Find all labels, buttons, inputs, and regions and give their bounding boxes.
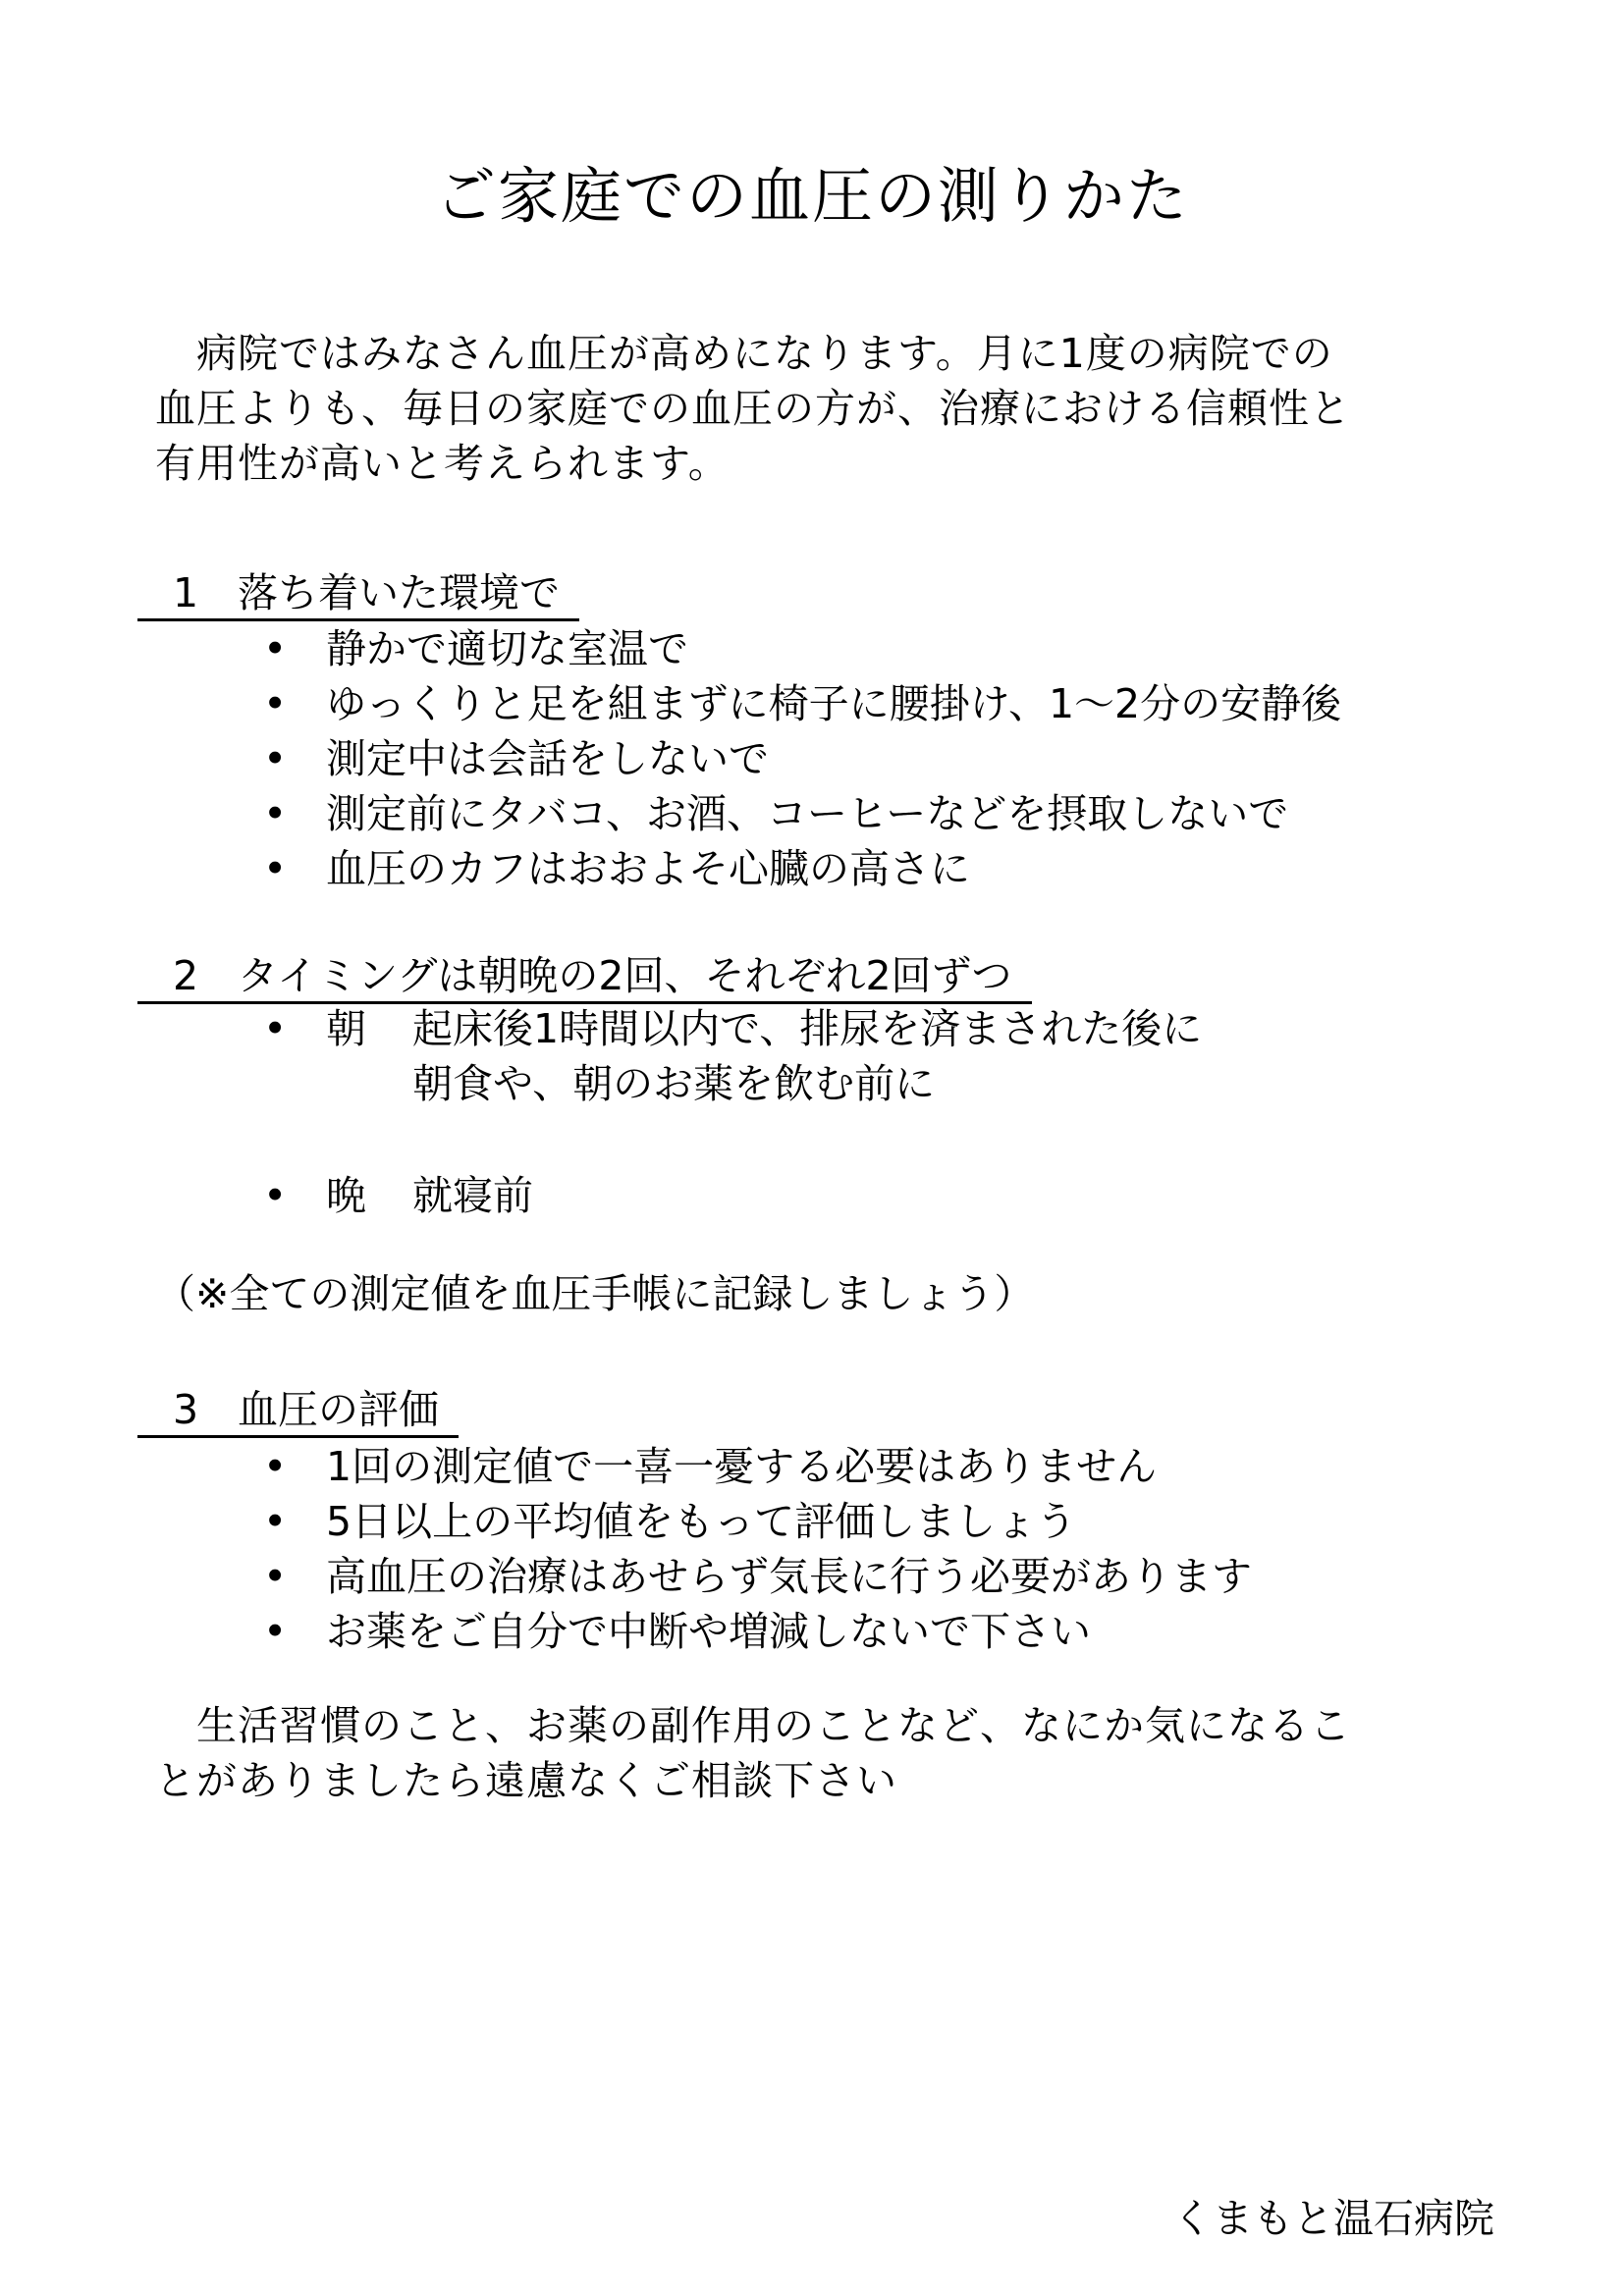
bullet-icon: • — [263, 1498, 288, 1545]
list-item-text: 1回の測定値で一喜一憂する必要はありません — [326, 1443, 1158, 1490]
section-1-list — [263, 621, 1341, 896]
list-item — [263, 731, 1341, 786]
list-item-text: 測定中は会話をしないで — [326, 735, 769, 782]
bullet-icon: • — [263, 625, 288, 672]
bullet-icon: • — [263, 1443, 288, 1490]
timing-text: 就寝前 — [412, 1172, 533, 1219]
section-number: 1 — [173, 569, 199, 616]
list-item-text: 測定前にタバコ、お酒、コーヒーなどを摂取しないで — [326, 790, 1289, 837]
bullet-icon: • — [263, 680, 288, 727]
section-title: タイミングは朝晩の2回、それぞれ2回ずつ — [238, 952, 1012, 999]
section-number: 3 — [173, 1386, 199, 1433]
list-item-text: ゆっくりと足を組まずに椅子に腰掛け、1～2分の安静後 — [326, 680, 1342, 727]
timing-text: 朝食や、朝のお薬を飲む前に — [412, 1060, 936, 1107]
record-note: （※全ての測定値を血圧手帳に記録しましょう） — [155, 1270, 1035, 1317]
timing-label: 晩 — [326, 1172, 366, 1219]
bullet-icon: • — [263, 1005, 288, 1052]
section-1-heading — [137, 567, 579, 621]
list-item — [263, 1439, 1252, 1494]
intro-line: 有用性が高いと考えられます。 — [155, 440, 730, 487]
list-item-text: 5日以上の平均値をもって評価しましょう — [326, 1498, 1077, 1545]
list-item — [263, 621, 1341, 676]
hospital-name: くまもと温石病院 — [1172, 2195, 1494, 2242]
list-item — [263, 1494, 1252, 1549]
list-item-text: お薬をご自分で中断や増減しないで下さい — [326, 1608, 1091, 1655]
list-item-text: 血圧のカフはおおよそ心臓の高さに — [326, 845, 970, 892]
bullet-icon: • — [263, 790, 288, 837]
bullet-icon: • — [263, 1608, 288, 1655]
intro-line: 血圧よりも、毎日の家庭での血圧の方が、治療における信頼性と — [155, 385, 1351, 432]
intro-paragraph — [155, 326, 1432, 491]
bullet-icon: • — [263, 1553, 288, 1600]
bullet-icon: • — [263, 735, 288, 782]
section-title: 落ち着いた環境で — [238, 569, 560, 616]
intro-line: 病院ではみなさん血圧が高めになります。月に1度の病院での — [155, 330, 1333, 377]
list-item — [263, 1604, 1252, 1659]
closing-paragraph — [155, 1698, 1432, 1808]
list-item — [263, 786, 1341, 841]
closing-line: とがありましたら遠慮なくご相談下さい — [155, 1757, 897, 1804]
bullet-icon: • — [263, 1172, 288, 1219]
list-item-text: 静かで適切な室温で — [326, 625, 688, 672]
timing-label: 朝 — [326, 1005, 366, 1052]
section-title: 血圧の評価 — [238, 1386, 439, 1433]
closing-line: 生活習慣のこと、お薬の副作用のことなど、なにか気になるこ — [155, 1702, 1351, 1749]
bullet-icon: • — [263, 845, 288, 892]
page-title: ご家庭での血圧の測りかた — [434, 160, 1189, 232]
list-item — [263, 676, 1341, 731]
section-3-heading — [137, 1384, 459, 1438]
timing-text: 起床後1時間以内で、排尿を済まされた後に — [412, 1005, 1203, 1052]
section-3-list — [263, 1439, 1252, 1659]
section-2-heading — [137, 950, 1032, 1004]
section-number: 2 — [173, 952, 199, 999]
list-item — [263, 841, 1341, 896]
list-item-text: 高血圧の治療はあせらず気長に行う必要があります — [326, 1553, 1252, 1600]
list-item — [263, 1549, 1252, 1604]
